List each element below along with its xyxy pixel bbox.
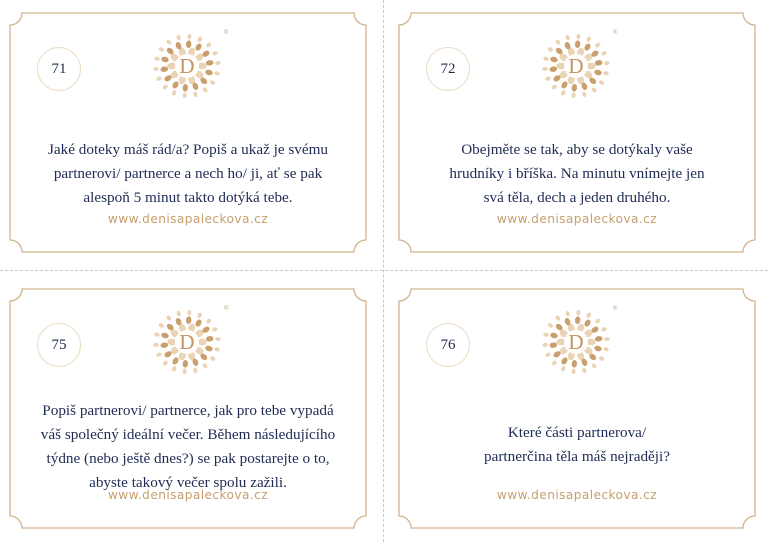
website-url: www.denisapaleckova.cz (107, 212, 269, 226)
logo-icon (147, 300, 227, 380)
card-text-line: hrudníky i bříška. Na minutu vnímejte jen (449, 165, 705, 182)
card-text-line: Popiš partnerovi/ partnerce, jak pro tebe vypadá (42, 402, 334, 419)
card-number: 71 (37, 47, 81, 91)
card-text-line: Obejměte se tak, aby se dotýkaly vaše (461, 141, 693, 158)
logo-icon (536, 24, 616, 104)
logo-icon (536, 300, 616, 380)
card-text-line: partnerovi/ partnerce a nech ho/ ji, ať se pak (53, 165, 323, 182)
logo-icon (147, 24, 227, 104)
cut-line-horizontal (0, 270, 768, 271)
card-76 (398, 288, 756, 529)
card-text-line: Jaké doteky máš rád/a? Popiš a ukaž je svému (47, 141, 329, 158)
card-text (23, 138, 353, 210)
card-text (412, 138, 742, 210)
registered-mark: ® (224, 306, 229, 312)
card-text-line: váš společný ideální večer. Během následujícího (40, 426, 336, 443)
registered-mark: ® (613, 306, 618, 312)
card-text-line: partnerčina těla máš nejraději? (484, 448, 670, 465)
card-number: 76 (426, 323, 470, 367)
cut-line-vertical (383, 0, 384, 542)
card-text (412, 421, 742, 469)
card-75 (9, 288, 367, 529)
card-text-line: Které části partnerova/ (507, 424, 647, 441)
card-text-line: alespoň 5 minut takto dotýká tebe. (83, 189, 293, 206)
svg-text:D: D (179, 54, 195, 78)
card-number: 72 (426, 47, 470, 91)
website-url: www.denisapaleckova.cz (496, 488, 658, 502)
svg-text:D: D (568, 54, 584, 78)
card-72 (398, 12, 756, 253)
card-text (23, 399, 353, 495)
registered-mark: ® (224, 30, 229, 36)
website-url: www.denisapaleckova.cz (496, 212, 658, 226)
card-number: 75 (37, 323, 81, 367)
card-text-line: abyste takový večer spolu zažili. (89, 474, 287, 491)
registered-mark: ® (613, 30, 618, 36)
card-text-line: týdne (nebo ještě dnes?) se pak postarejte o to, (46, 450, 330, 467)
svg-text:D: D (179, 330, 195, 354)
card-text-line: svá těla, dech a jeden druhého. (483, 189, 671, 206)
website-url: www.denisapaleckova.cz (107, 488, 269, 502)
card-71 (9, 12, 367, 253)
svg-text:D: D (568, 330, 584, 354)
